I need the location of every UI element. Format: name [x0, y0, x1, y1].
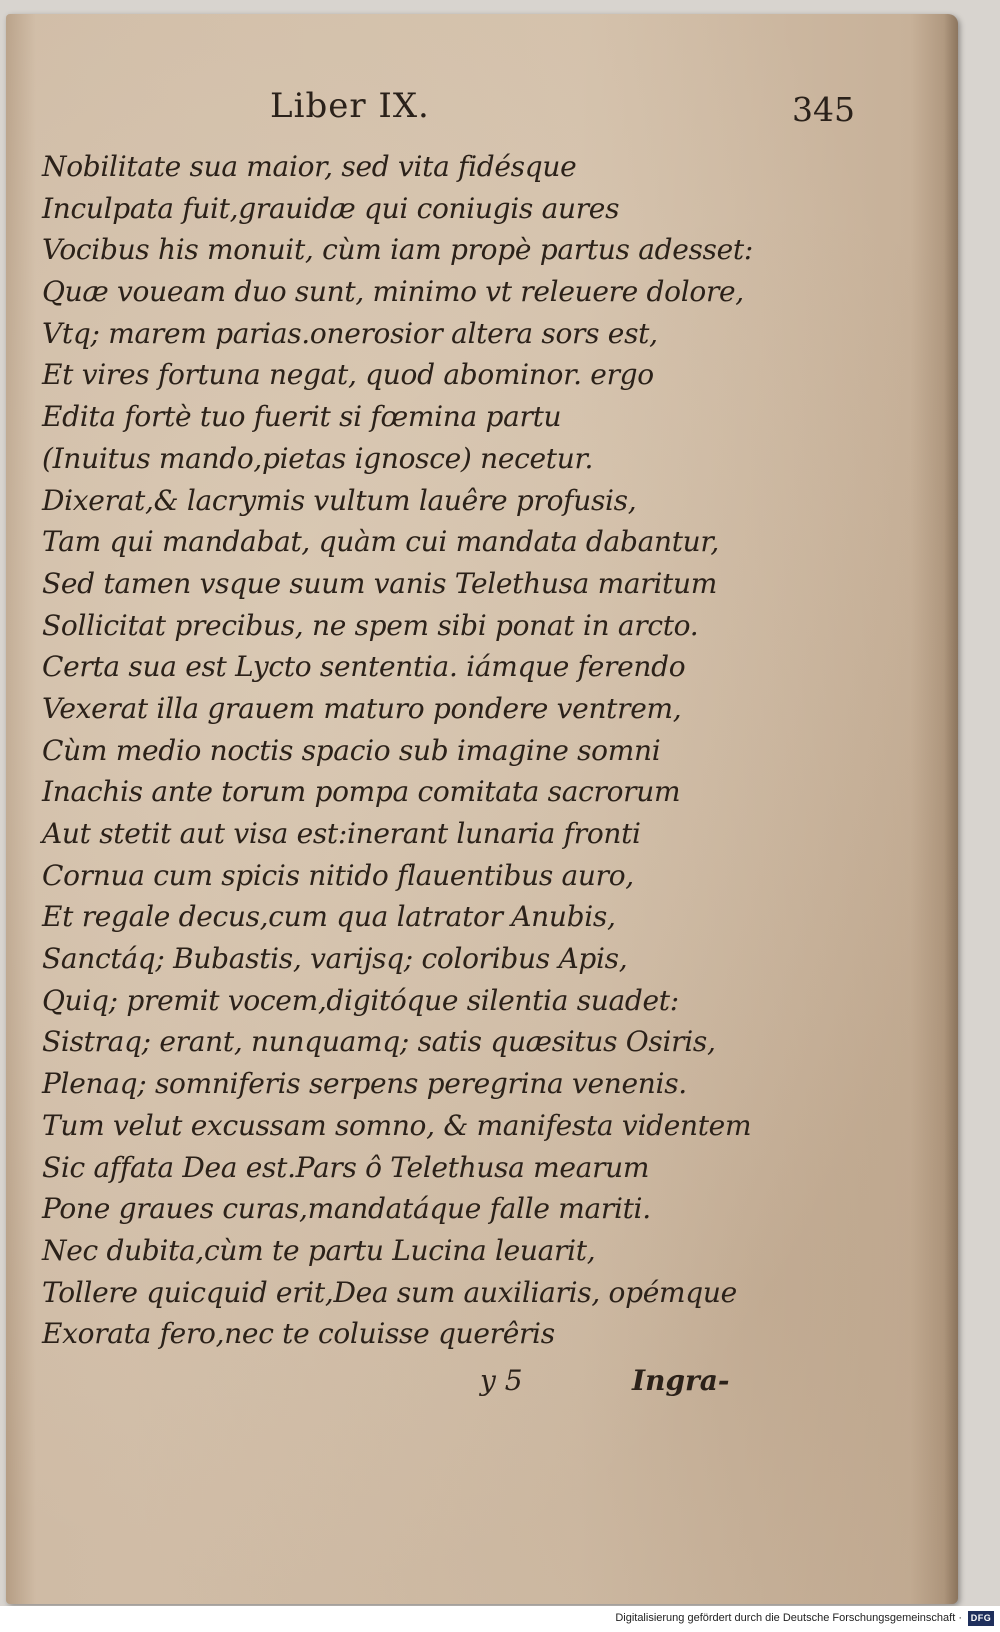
verse-line: Sed tamen vsque suum vanis Telethusa maritum — [42, 566, 717, 600]
verse-line: Sic affata Dea est.Pars ô Telethusa mearum — [42, 1150, 650, 1184]
verse-line: Nobilitate sua maior, sed vita fidésque — [42, 150, 577, 183]
verse-text-block — [42, 146, 762, 1355]
verse-line: Certa sua est Lycto sententia. iámque ferendo — [42, 650, 686, 684]
verse-line: Sollicitat precibus, ne spem sibi ponat in arcto. — [42, 608, 699, 642]
verse-line: Cùm medio noctis spacio sub imagine somni — [42, 733, 661, 767]
verse-line: Plenaq; somniferis serpens peregrina venenis. — [42, 1067, 687, 1101]
verse-line: Pone graues curas,mandatáque falle mariti. — [42, 1192, 651, 1226]
verse-line: Dixerat,& lacrymis vultum lauêre profusis, — [42, 483, 637, 517]
verse-line: Et vires fortuna negat, quod abominor. ergo — [42, 358, 654, 392]
dfg-logo-icon: DFG — [968, 1611, 994, 1626]
verse-line: (Inuitus mando,pietas ignosce) necetur. — [42, 441, 594, 475]
book-page — [6, 14, 958, 1604]
verse-line: Sanctáq; Bubastis, varijsq; coloribus Apis, — [42, 942, 628, 976]
verse-line: Aut stetit aut visa est:inerant lunaria fronti — [42, 817, 641, 850]
verse-line: Et regale decus,cum qua latrator Anubis, — [42, 900, 616, 934]
verse-line: Vtq; marem parias.onerosior altera sors est, — [42, 316, 658, 350]
verse-line: Tollere quicquid erit,Dea sum auxiliaris, opémque — [42, 1275, 737, 1309]
running-head — [6, 76, 958, 129]
page-footer — [6, 1364, 958, 1408]
book-section-title: Liber IX. — [270, 86, 430, 126]
digitization-credit-bar — [0, 1606, 1000, 1632]
catchword: Ingra- — [632, 1364, 730, 1397]
verse-line: Nec dubita,cùm te partu Lucina leuarit, — [42, 1233, 596, 1267]
verse-line: Quiq; premit vocem,digitóque silentia suadet: — [42, 983, 679, 1017]
verse-line: Inculpata fuit,grauidæ qui coniugis aures — [42, 191, 620, 225]
page-number: 345 — [792, 90, 855, 129]
verse-line: Cornua cum spicis nitido flauentibus auro, — [42, 858, 634, 892]
verse-line: Inachis ante torum pompa comitata sacrorum — [42, 775, 681, 809]
verse-line: Exorata fero,nec te coluisse querêris — [42, 1317, 555, 1351]
verse-line: Sistraq; erant, nunquamq; satis quæsitus Osiris, — [42, 1025, 716, 1059]
verse-line: Quæ voueam duo sunt, minimo vt releuere dolore, — [42, 275, 744, 309]
verse-line: Vexerat illa grauem maturo pondere ventrem, — [42, 691, 682, 725]
credit-text: Digitalisierung gefördert durch die Deutsche Forschungsgemeinschaft · — [615, 1612, 962, 1624]
verse-line: Edita fortè tuo fuerit si fœmina partu — [42, 400, 562, 434]
verse-line: Tam qui mandabat, quàm cui mandata dabantur, — [42, 525, 719, 559]
verse-line: Tum velut excussam somno, & manifesta videntem — [42, 1108, 752, 1142]
verse-line: Vocibus his monuit, cùm iam propè partus adesset: — [42, 233, 753, 267]
signature-mark: y 5 — [480, 1364, 523, 1397]
